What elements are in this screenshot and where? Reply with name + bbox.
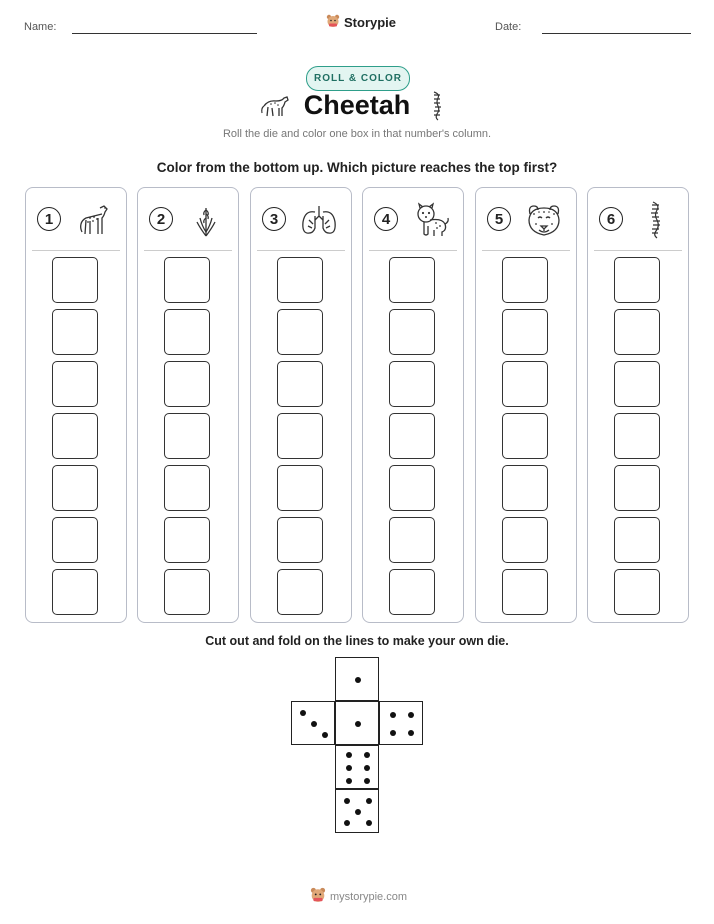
column-number: 3 xyxy=(262,207,286,231)
die-face-1 xyxy=(335,657,379,701)
die-pip xyxy=(300,710,306,716)
cheetah-icon xyxy=(72,200,116,240)
column-divider xyxy=(482,250,570,251)
die-pip xyxy=(366,798,372,804)
color-box[interactable] xyxy=(277,569,323,615)
column-1 xyxy=(25,187,127,623)
color-box[interactable] xyxy=(52,309,98,355)
color-box[interactable] xyxy=(502,361,548,407)
color-box[interactable] xyxy=(502,257,548,303)
die-pip xyxy=(355,721,361,727)
die-pip xyxy=(355,809,361,815)
column-divider xyxy=(594,250,682,251)
color-box[interactable] xyxy=(277,257,323,303)
instruction: Color from the bottom up. Which picture reaches the top first? xyxy=(156,160,558,175)
color-box[interactable] xyxy=(164,257,210,303)
color-box[interactable] xyxy=(164,517,210,563)
color-box[interactable] xyxy=(502,517,548,563)
color-box[interactable] xyxy=(52,413,98,459)
color-box[interactable] xyxy=(277,465,323,511)
color-box[interactable] xyxy=(502,465,548,511)
color-box[interactable] xyxy=(614,361,660,407)
color-box[interactable] xyxy=(52,517,98,563)
column-divider xyxy=(144,250,232,251)
storypie-bear-icon xyxy=(326,14,340,31)
color-box[interactable] xyxy=(614,413,660,459)
die-pip xyxy=(322,732,328,738)
name-label: Name: xyxy=(24,21,57,33)
color-box[interactable] xyxy=(389,309,435,355)
die-pip xyxy=(364,765,370,771)
die-pip xyxy=(366,820,372,826)
column-5 xyxy=(475,187,577,623)
cheetah-face-icon xyxy=(522,200,566,240)
column-number: 2 xyxy=(149,207,173,231)
color-box[interactable] xyxy=(502,413,548,459)
color-box[interactable] xyxy=(389,361,435,407)
title-spine-icon xyxy=(428,90,446,127)
die-pip xyxy=(390,712,396,718)
die-pip xyxy=(344,798,350,804)
color-box[interactable] xyxy=(164,361,210,407)
column-number: 5 xyxy=(487,207,511,231)
column-divider xyxy=(369,250,457,251)
color-box[interactable] xyxy=(164,413,210,459)
die-pip xyxy=(346,752,352,758)
date-label: Date: xyxy=(495,21,522,33)
footer-url[interactable]: mystorypie.com xyxy=(330,890,408,903)
color-box[interactable] xyxy=(52,257,98,303)
color-box[interactable] xyxy=(389,465,435,511)
color-box[interactable] xyxy=(164,569,210,615)
color-box[interactable] xyxy=(389,257,435,303)
color-box[interactable] xyxy=(277,361,323,407)
color-box[interactable] xyxy=(502,569,548,615)
die-pip xyxy=(355,677,361,683)
column-4 xyxy=(362,187,464,623)
die-pip xyxy=(390,730,396,736)
die-instruction: Cut out and fold on the lines to make your own die. xyxy=(205,634,509,648)
die-pip xyxy=(408,730,414,736)
color-box[interactable] xyxy=(52,361,98,407)
brand-logo xyxy=(326,14,396,31)
name-field[interactable] xyxy=(72,33,257,34)
die-face-6 xyxy=(335,745,379,789)
color-box[interactable] xyxy=(277,309,323,355)
color-box[interactable] xyxy=(389,517,435,563)
color-box[interactable] xyxy=(389,413,435,459)
color-box[interactable] xyxy=(164,309,210,355)
die-pip xyxy=(311,721,317,727)
die-pip xyxy=(346,778,352,784)
cheetah-cub-icon xyxy=(409,200,453,240)
die-face-3 xyxy=(291,701,335,745)
subtitle: Roll the die and color one box in that number's column. xyxy=(222,128,492,140)
column-number: 4 xyxy=(374,207,398,231)
footer xyxy=(310,887,407,906)
die-pip xyxy=(408,712,414,718)
color-box[interactable] xyxy=(502,309,548,355)
color-box[interactable] xyxy=(614,465,660,511)
column-number: 1 xyxy=(37,207,61,231)
date-field[interactable] xyxy=(542,33,691,34)
color-box[interactable] xyxy=(614,309,660,355)
column-2 xyxy=(137,187,239,623)
die-face-4 xyxy=(379,701,423,745)
die-pip xyxy=(364,778,370,784)
color-box[interactable] xyxy=(52,465,98,511)
color-box[interactable] xyxy=(164,465,210,511)
brand-name: Storypie xyxy=(344,15,397,30)
color-box[interactable] xyxy=(614,569,660,615)
die-pip xyxy=(346,765,352,771)
color-box[interactable] xyxy=(614,517,660,563)
color-box[interactable] xyxy=(277,413,323,459)
die-face-1 xyxy=(335,701,379,745)
color-box[interactable] xyxy=(389,569,435,615)
lungs-icon xyxy=(297,200,341,240)
title-cheetah-icon xyxy=(260,92,290,125)
column-divider xyxy=(32,250,120,251)
die-pip xyxy=(364,752,370,758)
color-box[interactable] xyxy=(52,569,98,615)
grass-icon xyxy=(184,200,228,240)
roll-color-badge: ROLL & COLOR xyxy=(306,66,410,91)
page-title: Cheetah xyxy=(303,90,411,120)
storypie-bear-icon xyxy=(310,887,326,906)
die-pip xyxy=(344,820,350,826)
die-face-5 xyxy=(335,789,379,833)
color-box[interactable] xyxy=(614,257,660,303)
column-number: 6 xyxy=(599,207,623,231)
column-6 xyxy=(587,187,689,623)
column-divider xyxy=(257,250,345,251)
spine-icon xyxy=(634,200,678,240)
column-3 xyxy=(250,187,352,623)
color-box[interactable] xyxy=(277,517,323,563)
